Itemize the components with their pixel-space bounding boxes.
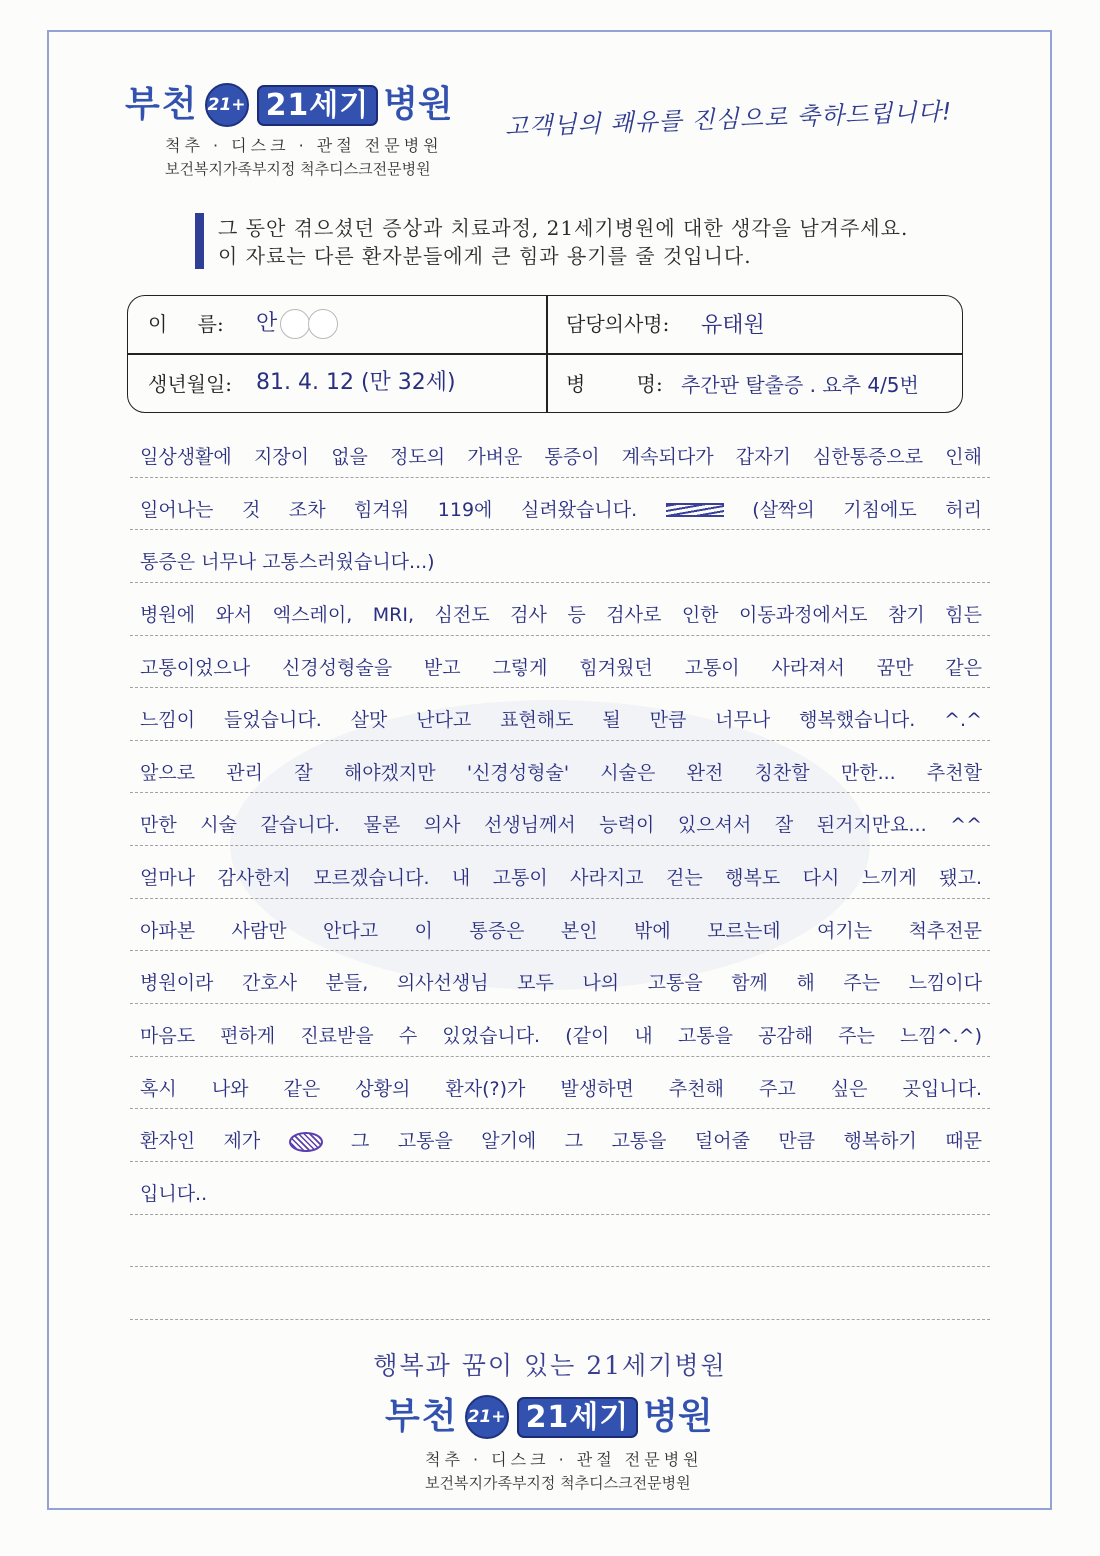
testimonial-body <box>130 425 990 1320</box>
handwritten-text: 느낌이 들었습니다. 살맛 난다고 표현해도 될 만큼 너무나 행복했습니다. ^.^ <box>140 709 982 732</box>
logo-city: 부천 <box>125 84 199 125</box>
handwritten-text: 아파본 사람만 안다고 이 통증은 본인 밖에 모르는데 여기는 척추전문 <box>140 919 982 942</box>
logo-city: 부천 <box>385 1396 459 1437</box>
instruction-bar <box>195 213 204 269</box>
handwritten-text: 고통이었으나 신경성형술을 받고 그렇게 힘겨웠던 고통이 사라져서 꿈만 같은 <box>140 656 982 679</box>
birth-value: 81. 4. 12 (만 32세) <box>256 370 456 395</box>
testimonial-line <box>130 846 990 899</box>
scribbled-out-word <box>289 1132 323 1152</box>
hospital-specialty: 척추 · 디스크 · 관절 전문병원 <box>165 136 443 155</box>
handwritten-text: 병원에 와서 엑스레이, MRI, 심전도 검사 등 검사로 인한 이동과정에서도 참기 힘든 <box>140 603 982 626</box>
logo-name-box: 21세기 <box>257 85 379 126</box>
instruction-line-2: 이 자료는 다른 환자분들에게 큰 힘과 용기를 줄 것입니다. <box>218 244 752 268</box>
testimonial-line <box>130 899 990 952</box>
testimonial-line <box>130 741 990 794</box>
redaction-circle <box>280 309 310 339</box>
testimonial-line <box>130 951 990 1004</box>
crossed-out-word <box>666 503 724 517</box>
footer-specialty: 척추 · 디스크 · 관절 전문병원 <box>425 1450 703 1469</box>
testimonial-line <box>130 793 990 846</box>
redaction-circle <box>308 309 338 339</box>
testimonial-line <box>130 1109 990 1162</box>
testimonial-line <box>130 1057 990 1110</box>
footer-slogan: 행복과 꿈이 있는 21세기병원 <box>373 1351 727 1380</box>
handwritten-text: 마음도 편하게 진료받을 수 있었습니다. (같이 내 고통을 공감해 주는 느낌^.^) <box>140 1025 982 1048</box>
testimonial-line <box>130 425 990 478</box>
name-value: 안 <box>256 311 278 336</box>
name-label: 이 름: <box>148 312 224 336</box>
diagnosis-label: 병 명: <box>566 372 663 396</box>
handwritten-text: 혹시 나와 같은 상황의 환자(?)가 발생하면 추천해 주고 싶은 곳입니다. <box>140 1077 982 1100</box>
testimonial-line <box>130 583 990 636</box>
testimonial-line <box>130 1162 990 1215</box>
table-divider-horizontal <box>128 353 962 355</box>
handwritten-greeting: 고객님의 쾌유를 진심으로 축하드립니다! <box>504 97 953 141</box>
handwritten-text: 일상생활에 지장이 없을 정도의 가벼운 통증이 계속되다가 갑자기 심한통증으로 인해 <box>140 446 982 468</box>
testimonial-line <box>130 1004 990 1057</box>
handwritten-text: 환자인 제가 <box>140 1130 261 1153</box>
hospital-designation: 보건복지가족부지정 척추디스크전문병원 <box>165 160 431 178</box>
birth-label: 생년월일: <box>148 372 233 396</box>
handwritten-text: 앞으로 관리 잘 해야겠지만 '신경성형술' 시술은 완전 칭찬할 만한... 추천할 <box>140 761 982 784</box>
patient-info-table <box>127 295 963 413</box>
blank-line <box>130 1267 990 1320</box>
testimonial-line <box>130 478 990 531</box>
doctor-label: 담당의사명: <box>566 312 670 336</box>
testimonial-line <box>130 530 990 583</box>
testimonial-line <box>130 636 990 689</box>
handwritten-text: 얼마나 감사한지 모르겠습니다. 내 고통이 사라지고 걷는 행복도 다시 느끼게 됐고. <box>140 867 982 890</box>
footer-designation: 보건복지가족부지정 척추디스크전문병원 <box>425 1474 691 1492</box>
handwritten-text: 통증은 너무나 고통스러웠습니다...) <box>140 551 435 574</box>
doctor-value: 유태원 <box>701 313 765 338</box>
blank-line <box>130 1215 990 1268</box>
handwritten-text: 병원이라 간호사 분들, 의사선생님 모두 나의 고통을 함께 해 주는 느낌이다 <box>140 972 982 995</box>
testimonial-line <box>130 688 990 741</box>
hospital-logo <box>125 82 453 128</box>
logo-name-suffix: 병원 <box>643 1396 713 1437</box>
handwritten-text: 만한 시술 같습니다. 물론 의사 선생님께서 능력이 있으셔서 잘 된거지만요... ^^ <box>140 814 982 837</box>
handwritten-text: (살짝의 기침에도 허리 <box>752 498 982 521</box>
footer-hospital-logo <box>385 1394 713 1440</box>
instruction-line-1: 그 동안 겪으셨던 증상과 치료과정, 21세기병원에 대한 생각을 남겨주세요. <box>218 216 909 240</box>
handwritten-text: 그 고통을 알기에 그 고통을 덜어줄 만큼 행복하기 때문 <box>351 1130 983 1153</box>
logo-name-box: 21세기 <box>517 1397 639 1438</box>
handwritten-text: 일어나는 것 조차 힘겨워 119에 실려왔습니다. <box>140 498 638 521</box>
logo-badge: 21+ <box>465 1395 509 1439</box>
logo-badge: 21+ <box>205 83 249 127</box>
diagnosis-value: 추간판 탈출증 . 요추 4/5번 <box>681 373 919 397</box>
handwritten-text: 입니다.. <box>140 1182 208 1205</box>
logo-name-suffix: 병원 <box>383 84 453 125</box>
